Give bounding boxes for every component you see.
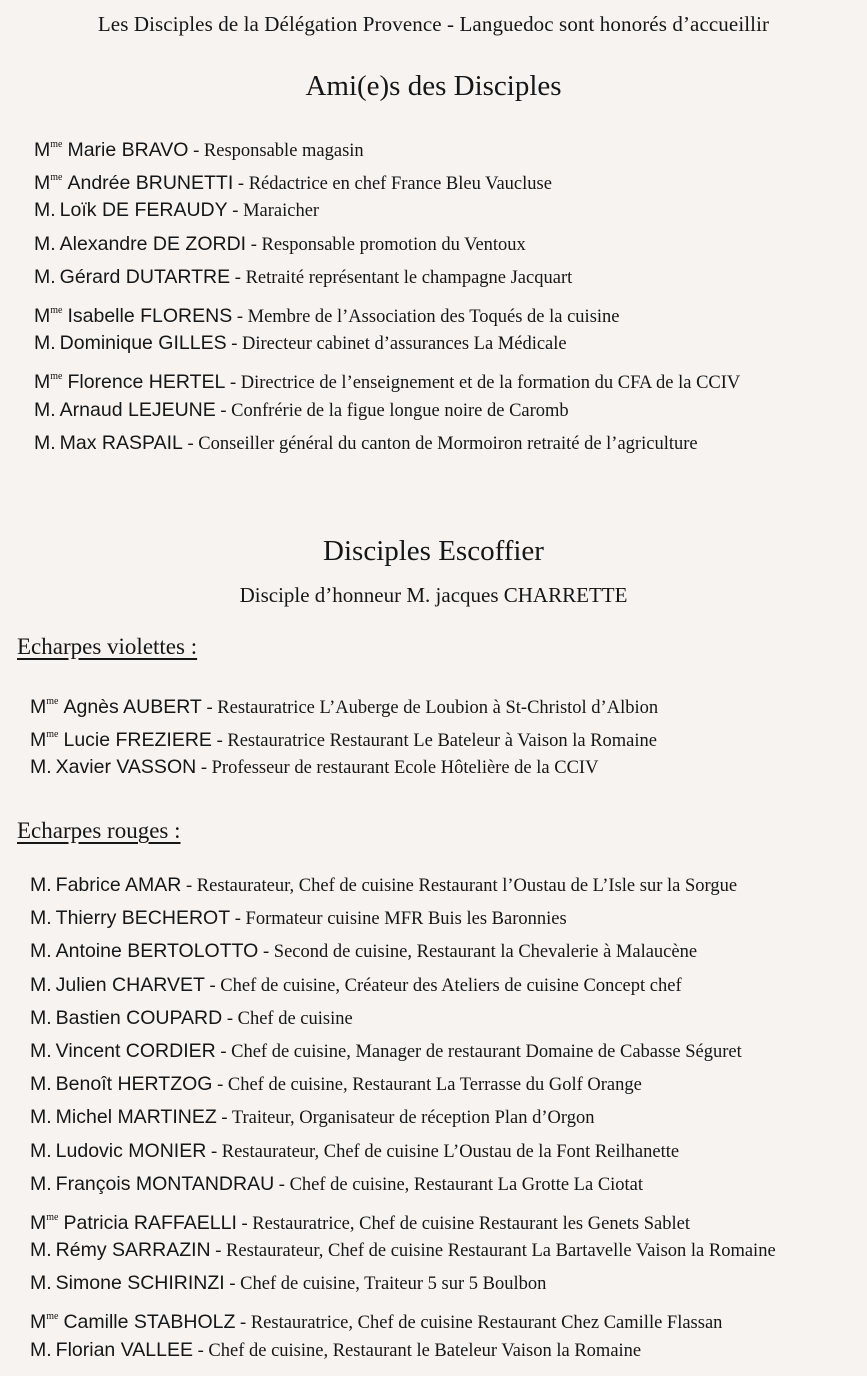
separator-dash: - [232,306,248,327]
separator-dash: - [201,698,218,718]
person-title: $M^{me}$ [34,371,63,394]
person-role: Restaurateur, Chef de cuisine L’Oustau de la Font Reilhanette [221,1141,680,1162]
list-item [34,228,740,261]
person-name: Marie BRAVO [67,139,189,161]
rouges-list [30,869,776,1367]
person-title: M. [30,1239,52,1262]
separator-dash: - [215,1041,232,1062]
violettes-heading: Echarpes violettes : [17,634,198,659]
separator-dash: - [222,1008,238,1029]
list-item [30,1300,776,1333]
person-role: Chef de cuisine, Traiteur 5 sur 5 Boulbon [240,1274,547,1295]
person-role: Directeur cabinet d’assurances La Médicale [242,334,567,355]
person-role: Responsable magasin [203,141,364,161]
list-item [30,1334,776,1367]
person-role: Chef de cuisine, Restaurant le Bateleur Vaison la Romaine [208,1340,642,1361]
person-title: M. [34,398,56,421]
person-title: M. [30,1006,52,1029]
list-item [30,869,776,902]
list-item [30,969,776,1002]
person-role: Chef de cuisine, Restaurant La Grotte La Ciotat [289,1174,644,1195]
person-role: Membre de l’Association des Toqués de la cuisine [247,306,620,327]
person-title: $M^{me}$ [30,1311,59,1334]
separator-dash: - [181,876,197,896]
person-title: M. [30,1073,52,1096]
person-name: Fabrice AMAR [55,874,182,896]
person-role: Chef de cuisine [237,1008,353,1029]
person-role: Responsable promotion du Ventoux [261,234,526,255]
list-item [30,1068,776,1101]
separator-dash: - [210,1241,227,1262]
person-title: $M^{me}$ [30,696,59,718]
person-name: Alexandre DE ZORDI [59,232,247,255]
person-title: $M^{me}$ [34,172,63,195]
person-name: Florence HERTEL [67,371,226,394]
separator-dash: - [192,1340,209,1361]
person-name: Agnès AUBERT [63,696,202,718]
person-title: M. [30,1338,52,1361]
person-name: Michel MARTINEZ [55,1106,217,1129]
list-item [34,194,740,227]
separator-dash: - [226,334,243,355]
separator-dash: - [235,1313,251,1334]
separator-dash: - [215,400,232,421]
separator-dash: - [211,731,228,752]
person-title: M. [30,1106,52,1129]
separator-dash: - [225,373,241,394]
person-role: Chef de cuisine, Restaurant La Terrasse du Golf Orange [227,1075,642,1096]
person-name: Andrée BRUNETTI [67,172,234,195]
list-item [30,718,658,751]
separator-dash: - [246,234,262,255]
person-role: Restauratrice, Chef de cuisine Restaurant les Genets Sablet [252,1213,690,1234]
rouges-heading: Echarpes rouges : [17,818,181,843]
separator-dash: - [188,141,204,161]
person-role: Maraicher [243,201,320,222]
person-title: M. [34,199,56,222]
person-name: Lucie FREZIERE [63,729,212,752]
person-name: Julien CHARVET [55,973,205,996]
separator-dash: - [224,1274,241,1295]
separator-dash: - [182,433,199,454]
list-item [30,1267,776,1300]
person-name: Isabelle FLORENS [67,304,233,327]
person-role: Retraité représentant le champagne Jacquart [245,267,573,288]
person-role: Confrérie de la figue longue noire de Caromb [231,400,569,421]
person-name: Simone SCHIRINZI [55,1272,225,1295]
person-name: Benoît HERTZOG [55,1073,213,1096]
person-name: Rémy SARRAZIN [55,1239,211,1262]
person-role: Conseiller général du canton de Mormoiron retraité de l’agriculture [198,433,698,454]
separator-dash: - [212,1075,228,1096]
person-role: Second de cuisine, Restaurant la Chevalerie à Malaucène [273,942,698,963]
list-item [34,394,740,427]
intro-text: Les Disciples de la Délégation Provence - Languedoc sont honorés d’accueillir [97,12,770,36]
person-name: Xavier VASSON [55,756,197,779]
person-name: Gérard DUTARTRE [59,265,231,288]
separator-dash: - [216,1108,232,1129]
list-item [34,360,740,393]
person-role: Traiteur, Organisateur de réception Plan d’Orgon [231,1108,595,1129]
person-title: M. [34,232,56,255]
separator-dash: - [227,201,244,222]
person-name: Camille STABHOLZ [63,1311,236,1334]
person-title: M. [30,756,52,779]
person-role: Directrice de l’enseignement et de la formation du CFA de la CCIV [240,373,741,394]
violettes-list [30,685,658,785]
person-title: M. [30,1172,52,1195]
person-name: Ludovic MONIER [55,1139,207,1162]
person-title: $M^{me}$ [34,139,63,161]
person-title: $M^{me}$ [30,729,59,752]
person-name: Antoine BERTOLOTTO [55,940,259,963]
disciple-honneur: Disciple d’honneur M. jacques CHARRETTE [239,583,628,607]
person-name: François MONTANDRAU [55,1172,275,1195]
list-item [34,427,740,460]
person-name: Thierry BECHEROT [55,907,231,930]
person-name: Dominique GILLES [59,332,227,355]
person-title: $M^{me}$ [34,304,63,327]
person-name: Patricia RAFFAELLI [63,1211,237,1234]
list-item [30,1234,776,1267]
person-title: M. [30,907,52,930]
list-item [30,1035,776,1068]
amis-heading: Ami(e)s des Disciples [305,70,562,102]
separator-dash: - [230,267,246,288]
person-title: M. [30,973,52,996]
person-name: Loïk DE FERAUDY [59,199,228,222]
amis-list [34,128,740,460]
list-item [30,1201,776,1234]
person-role: Restaurateur, Chef de cuisine Restaurant La Bartavelle Vaison la Romaine [226,1241,776,1262]
person-name: Florian VALLEE [55,1338,193,1361]
separator-dash: - [230,909,246,930]
person-title: M. [30,1039,52,1062]
person-role: Restauratrice, Chef de cuisine Restaurant Chez Camille Flassan [250,1313,723,1334]
person-name: Bastien COUPARD [55,1006,223,1029]
list-item [34,294,740,327]
list-item [30,902,776,935]
list-item [34,327,740,360]
disciples-heading: Disciples Escoffier [323,535,544,567]
person-role: Restauratrice L’Auberge de Loubion à St-Christol d’Albion [217,698,659,718]
person-title: M. [34,431,56,454]
separator-dash: - [206,1141,222,1162]
separator-dash: - [258,942,274,963]
person-name: Max RASPAIL [59,431,183,454]
person-title: M. [34,332,56,355]
list-item [30,1168,776,1201]
person-role: Formateur cuisine MFR Buis les Baronnies [245,909,567,930]
list-item [34,161,740,194]
person-name: Arnaud LEJEUNE [59,398,216,421]
person-title: M. [34,265,56,288]
list-item [30,935,776,968]
list-item [30,1135,776,1168]
separator-dash: - [236,1213,253,1234]
separator-dash: - [204,975,221,996]
separator-dash: - [196,758,212,779]
person-role: Chef de cuisine, Manager de restaurant Domaine de Cabasse Séguret [231,1041,742,1062]
list-item [34,128,740,161]
person-title: M. [30,1139,52,1162]
separator-dash: - [274,1174,290,1195]
list-item [30,1101,776,1134]
list-item [34,261,740,294]
separator-dash: - [233,174,249,195]
person-name: Vincent CORDIER [55,1039,216,1062]
person-title: M. [30,874,52,896]
person-role: Rédactrice en chef France Bleu Vaucluse [248,174,552,195]
person-role: Professeur de restaurant Ecole Hôtelière de la CCIV [211,758,599,779]
person-title: M. [30,1272,52,1295]
person-role: Chef de cuisine, Créateur des Ateliers de cuisine Concept chef [220,975,682,996]
person-role: Restaurateur, Chef de cuisine Restaurant l’Oustau de L’Isle sur la Sorgue [196,876,738,896]
list-item [30,751,658,784]
list-item [30,1002,776,1035]
person-title: M. [30,940,52,963]
person-title: $M^{me}$ [30,1211,59,1234]
person-role: Restauratrice Restaurant Le Bateleur à Vaison la Romaine [227,731,657,752]
list-item [30,685,658,718]
